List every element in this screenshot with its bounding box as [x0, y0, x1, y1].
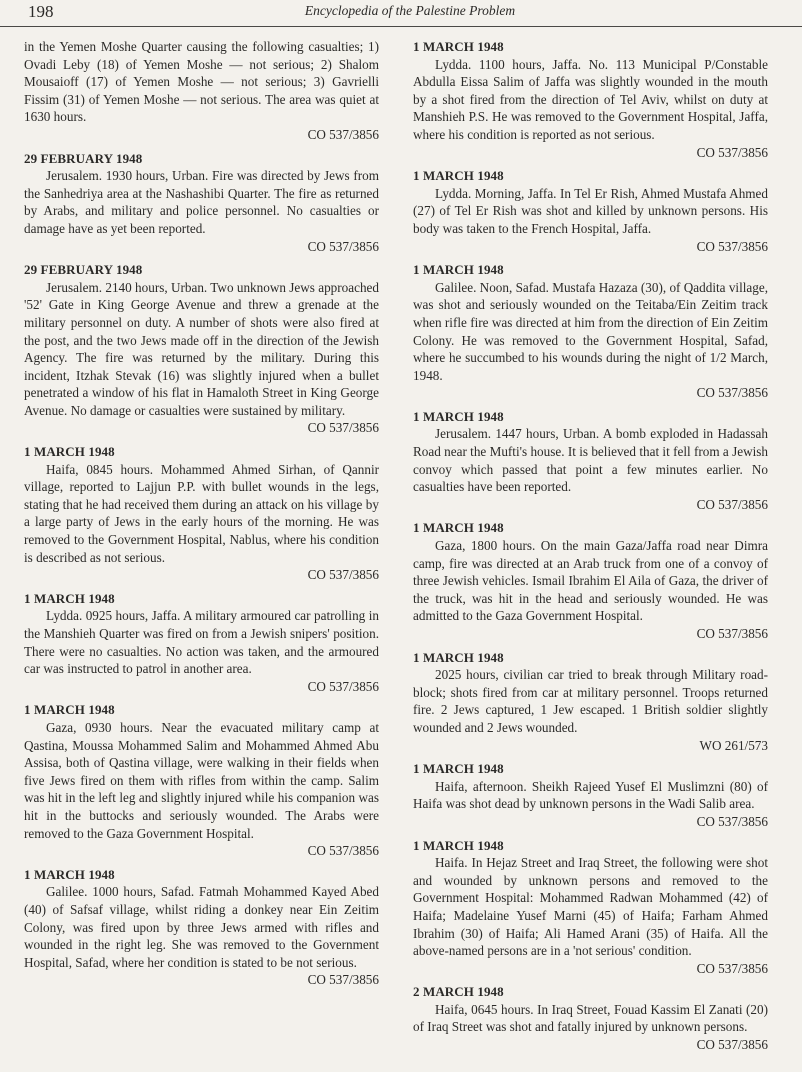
entry-date: 1 MARCH 1948 [413, 408, 504, 424]
running-title: Encyclopedia of the Palestine Problem [304, 3, 516, 18]
entry-date: 29 FEBRUARY 1948 [24, 262, 143, 278]
entry-reference: CO 537/3856 [307, 972, 379, 988]
entry-reference: CO 537/3856 [696, 813, 768, 829]
entry-reference: CO 537/3856 [307, 420, 379, 436]
entry-body: Galilee. Noon, Safad. Mustafa Hazaza (30), of Qaddita village, was shot and seriously wounded on the Teitaba/Ein Zeitim track when rifle fire was directed at him from the direction of Ein Zeitim Colony. He was removed to the Government Hospital, Safad, where he succumbed to his wounds during the night of 1/2 March, 1948. [413, 279, 768, 383]
log-entry [24, 701, 379, 859]
log-entry [413, 519, 768, 642]
entry-date: 1 MARCH 1948 [24, 866, 115, 882]
entry-date: 1 MARCH 1948 [24, 444, 115, 460]
entry-reference: CO 537/3856 [696, 144, 768, 160]
entry-body: in the Yemen Moshe Quarter causing the following casualties; 1) Ovadi Leby (18) of Yemen Moshe — not serious; 2) Shalom Mousaioff (17) of Yemen Moshe — not serious; 3) Gavrielli Fissim (31) of Yemen Moshe — not serious. The area was quiet at 1630 hours. [24, 39, 379, 125]
log-entry [413, 760, 768, 830]
entry-date: 1 MARCH 1948 [413, 39, 504, 54]
log-entry [413, 983, 768, 1053]
entry-reference: CO 537/3856 [307, 126, 379, 142]
right-column [413, 38, 768, 1060]
entry-body: Haifa, 0845 hours. Mohammed Ahmed Sirhan, of Qannir village, reported to Lajjun P.P. with bullet wounds in the legs, stating that he had received them during an attack on his village by a large party of Jews in the early hours of the morning. He was removed to the Government Hospital, Nablus, where his condition is described as not serious. [24, 461, 379, 565]
log-entry [413, 167, 768, 255]
entry-continuation [24, 38, 379, 144]
entry-date: 1 MARCH 1948 [24, 702, 115, 718]
entry-reference: CO 537/3856 [307, 843, 379, 859]
log-entry [413, 649, 768, 755]
entry-reference: CO 537/3856 [307, 678, 379, 694]
left-column [24, 38, 379, 995]
entry-body: Lydda. Morning, Jaffa. In Tel Er Rish, Ahmed Mustafa Ahmed (27) of Tel Er Rish was shot and killed by unknown persons. His body was taken to the French Hospital, Jaffa. [413, 185, 768, 236]
log-entry [24, 590, 379, 696]
entry-body: Galilee. 1000 hours, Safad. Fatmah Mohammed Kayed Abed (40) of Safsaf village, whilst riding a donkey near Ein Zeitim Colony, was fired upon by three Jews armed with rifles and wounded in the right leg. She was removed to the Government Hospital, Safad, where her condition is stated to be not serious. [24, 884, 379, 970]
right-entries-list [413, 38, 768, 1054]
log-entry [413, 408, 768, 514]
entry-body: Gaza, 0930 hours. Near the evacuated military camp at Qastina, Moussa Mohammed Salim and Mohammed Ahmed Abu Assisa, both of Qastina village, were walking in their fields when five Jews fired on them with rifles from within the camp. Salim was hit in the left leg and slightly injured while his companion was hit in the buttocks and seriously wounded. The Arabs were removed to the Gaza Government Hospital. [24, 719, 379, 841]
entry-body: Lydda. 1100 hours, Jaffa. No. 113 Municipal P/Constable Abdulla Eissa Salim of Jaffa was slightly wounded in the mouth by a shot fired from the direction of Tel Aviv, whilst on duty at Manshieh P.S. He was removed to the Government Hospital, Jaffa, where his condition is reported as not serious. [413, 56, 768, 142]
log-entry [413, 837, 768, 978]
entry-body: Haifa, afternoon. Sheikh Rajeed Yusef El Muslimzni (80) of Haifa was shot dead by unknown persons in the Wadi Salib area. [413, 778, 768, 812]
entry-reference: CO 537/3856 [696, 626, 768, 641]
entry-body: Jerusalem. 1447 hours, Urban. A bomb exploded in Hadassah Road near the Mufti's house. It is believed that it fell from a Jewish convoy which passed that point a few minutes earlier. No casualties have been reported. [413, 426, 768, 495]
entry-reference: CO 537/3856 [696, 238, 768, 254]
entry-body: Gaza, 1800 hours. On the main Gaza/Jaffa road near Dimra camp, fire was directed at an Arab truck from one of a convoy of three Jewish vehicles. Ismail Ibrahim El Aila of Gaza, the driver of the truck, was hit in the head and seriously wounded. He was admitted to the Gaza Government Hospital. [413, 538, 768, 624]
entry-reference: WO 261/573 [699, 737, 768, 753]
entry-reference: CO 537/3856 [696, 960, 768, 976]
entry-date: 1 MARCH 1948 [413, 649, 504, 665]
log-entry [24, 261, 379, 437]
entry-date: 1 MARCH 1948 [413, 168, 504, 184]
entry-date: 1 MARCH 1948 [413, 761, 504, 777]
entry-body: Jerusalem. 1930 hours, Urban. Fire was directed by Jews from the Sanhedriya area at the Nashashibi Quarter. The fire as returned by Arabs, and military and police personnel. No casualties or damage have as yet been reported. [24, 168, 379, 236]
entry-date: 1 MARCH 1948 [24, 590, 115, 606]
entry-date: 1 MARCH 1948 [413, 837, 504, 853]
entry-body: Haifa. In Hejaz Street and Iraq Street, the following were shot and wounded by unknown persons and removed to the Government Hospital: Mohammed Radwan Mohammed (42) of Haifa; Madelaine Yusef Marni (45) of Haifa; Farham Ahmed Ibrahim (30) of Haifa; Ali Hamed Arani (35) of Haifa. All the above-named persons are in a 'not serious' condition. [413, 855, 768, 959]
log-entry [24, 150, 379, 256]
entry-reference: CO 537/3856 [696, 385, 768, 401]
entry-body: Haifa, 0645 hours. In Iraq Street, Fouad Kassim El Zanati (20) of Iraq Street was shot and fatally injured by unknown persons. [413, 1001, 768, 1035]
log-entry [24, 866, 379, 989]
left-entries-list [24, 150, 379, 989]
page-header [0, 0, 802, 27]
entry-date: 1 MARCH 1948 [413, 262, 504, 278]
entry-body: Jerusalem. 2140 hours, Urban. Two unknown Jews approached '52' Gate in King George Avenue and threw a grenade at the military personnel on duty. A number of shots were also fired at the post, and the two Jews made off in the direction of the Jewish Agency. The fire was returned by the military. During this incident, Itzhak Stevak (16) was slightly injured when a bullet penetrated a window of his flat in Hamaloth Street in King George Avenue. No damage or casualties were sustained by military. [24, 279, 379, 418]
entry-body: Lydda. 0925 hours, Jaffa. A military armoured car patrolling in the Manshieh Quarter was fired on from a Jewish snipers' position. There were no casualties. No action was taken, and the armoured car was instructed to patrol in another area. [24, 608, 379, 677]
entry-reference: CO 537/3856 [307, 238, 379, 254]
page-number: 198 [28, 2, 54, 21]
entry-date: 1 MARCH 1948 [413, 520, 504, 536]
entry-reference: CO 537/3856 [696, 1037, 768, 1053]
log-entry [24, 443, 379, 584]
log-entry [413, 38, 768, 161]
entry-date: 2 MARCH 1948 [413, 984, 504, 1000]
entry-reference: CO 537/3856 [696, 496, 768, 512]
entry-body: 2025 hours, civilian car tried to break through Military road-block; shots fired from car at military personnel. Troops returned fire. 2 Jews captured, 1 Jew escaped. 1 British soldier slightly wounded and 2 Jews wounded. [413, 667, 768, 735]
entry-reference: CO 537/3856 [307, 567, 379, 583]
entry-date: 29 FEBRUARY 1948 [24, 150, 143, 166]
log-entry [413, 261, 768, 402]
